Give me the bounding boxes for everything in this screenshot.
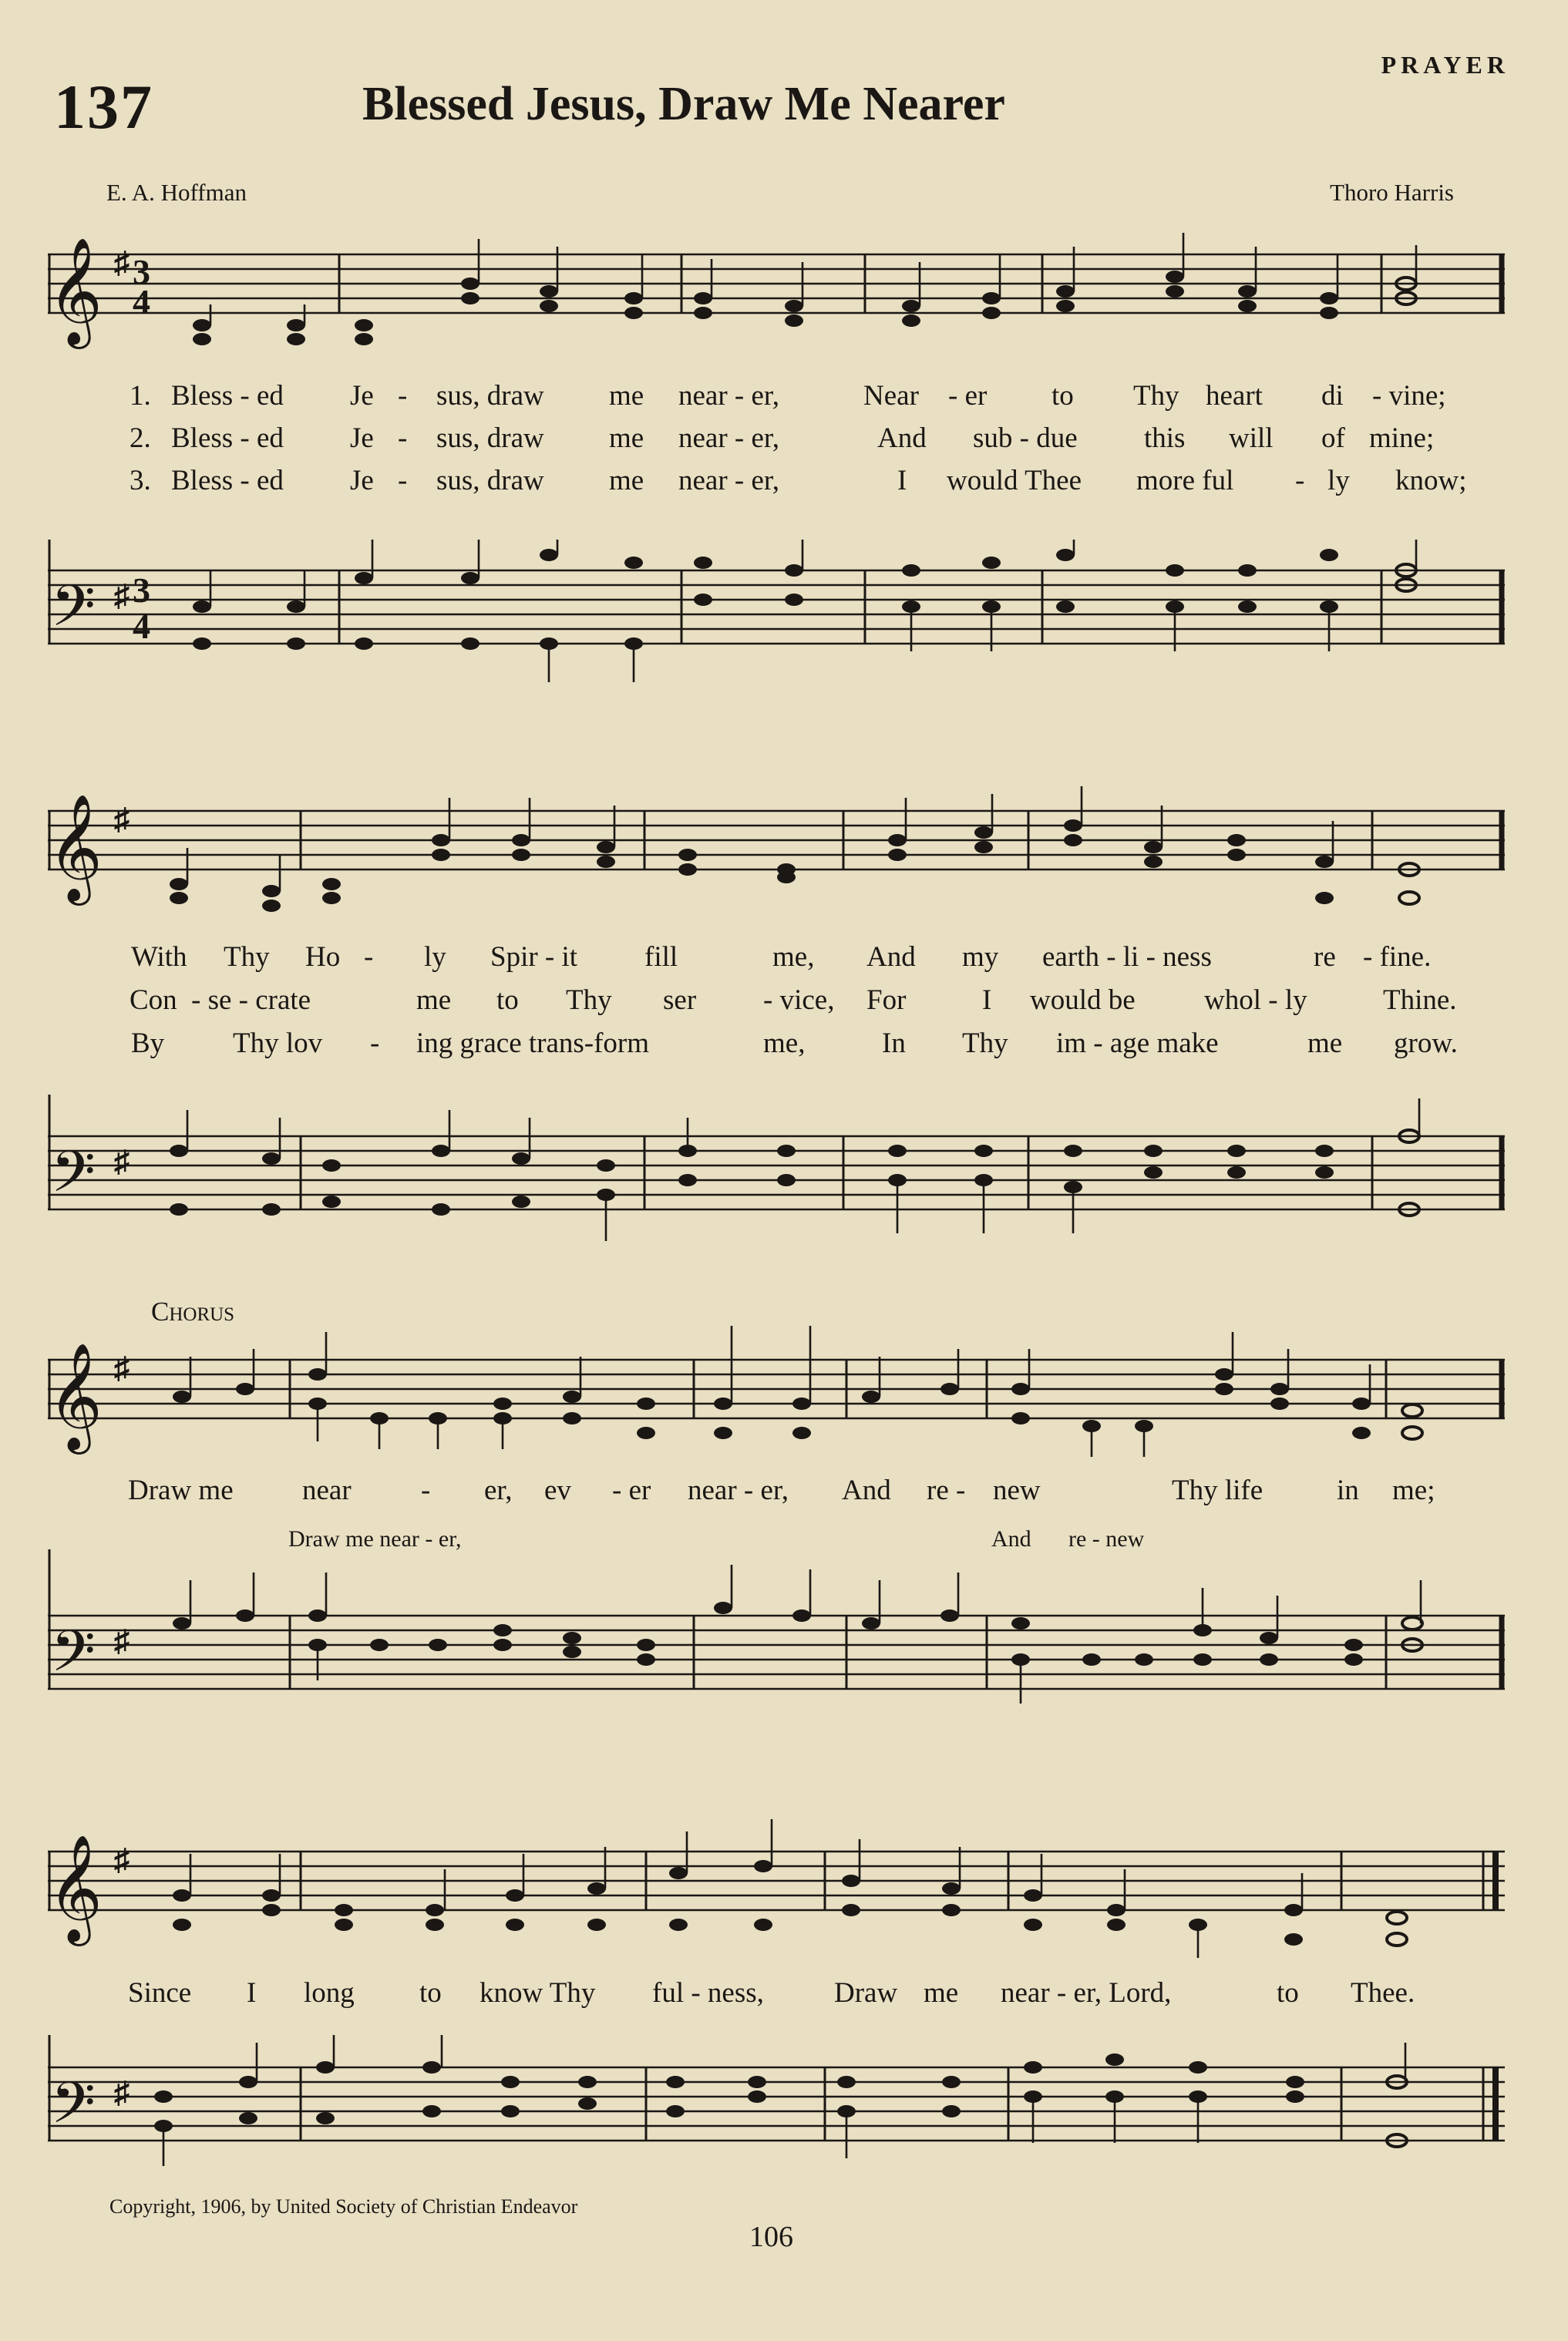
system-1-bass-staff (0, 540, 1568, 701)
lyric-syllable: Thy (1133, 380, 1179, 412)
lyric-syllable: of (1321, 422, 1345, 454)
svg-text:♯: ♯ (114, 245, 130, 280)
lyric-syllable: will (1229, 422, 1274, 454)
lyric-syllable: - (370, 1028, 380, 1059)
lyric-syllable: - (398, 465, 408, 496)
lyric-syllable: I (982, 984, 992, 1016)
lyric-syllable: er, (484, 1475, 513, 1506)
lyric-syllable: I (897, 465, 907, 496)
svg-text:♯: ♯ (114, 802, 130, 836)
lyric-syllable: would be (1030, 984, 1136, 1016)
lyric-syllable: mine; (1369, 422, 1435, 454)
svg-text:♯: ♯ (114, 1144, 130, 1179)
lyric-syllable: grow. (1394, 1028, 1458, 1059)
hymn-number: 137 (54, 72, 153, 142)
lyric-syllable: Thy lov (233, 1028, 323, 1059)
lyric-syllable: new (993, 1475, 1041, 1506)
lyric-syllable: Con (130, 984, 177, 1016)
composer-credit: Thoro Harris (1330, 179, 1454, 206)
verse-number: 3. (130, 465, 151, 496)
lyric-syllable: sus, draw (436, 465, 544, 496)
lyric-syllable: fill (644, 941, 678, 973)
lyric-syllable: heart (1206, 380, 1263, 412)
lyric-syllable: sub - due (973, 422, 1078, 454)
lyric-syllable: re - new (1068, 1526, 1145, 1552)
lyric-syllable: Thy (566, 984, 612, 1016)
lyric-syllable: me (609, 380, 644, 412)
lyric-syllable: to (496, 984, 519, 1016)
svg-text:𝄢: 𝄢 (51, 1139, 96, 1219)
lyric-syllable: Spir - it (490, 941, 578, 973)
lyric-syllable: Since (128, 1977, 192, 2009)
lyric-syllable: - (398, 422, 408, 454)
bass-clef-icon (51, 1618, 96, 1699)
lyric-syllable: Bless - ed (171, 422, 284, 454)
lyric-syllable: near - er, Lord, (1001, 1977, 1172, 2009)
lyric-syllable: earth - li - ness (1042, 941, 1212, 973)
bass-clef-icon (51, 1139, 96, 1219)
system-2-treble-staff (0, 786, 1568, 933)
lyric-syllable: Ho (305, 941, 341, 973)
system-2-bass-staff (0, 1095, 1568, 1249)
lyric-syllable: me, (763, 1028, 806, 1059)
lyric-syllable: ev (544, 1475, 571, 1506)
author-credit: E. A. Hoffman (106, 179, 247, 206)
lyric-syllable: - vice, (763, 984, 835, 1016)
lyric-syllable: im - age make (1056, 1028, 1219, 1059)
lyric-syllable: Bless - ed (171, 380, 284, 412)
svg-text:𝄢: 𝄢 (51, 573, 96, 654)
chorus-line-2 (0, 1976, 1568, 2012)
lyric-syllable: Je (350, 465, 374, 496)
lyric-syllable: more ful (1136, 465, 1234, 496)
svg-text:𝄞: 𝄞 (48, 237, 103, 345)
lyric-syllable: my (962, 941, 999, 973)
lyric-syllable: Thy (224, 941, 270, 973)
lyric-syllable: me (609, 465, 644, 496)
verse-3-line-2 (0, 1027, 1568, 1062)
lyric-syllable: Near (863, 380, 919, 412)
treble-clef-icon (48, 1835, 103, 1946)
lyric-syllable: Draw me near - er, (288, 1526, 462, 1552)
lyric-syllable: Draw me (128, 1475, 234, 1506)
svg-text:4: 4 (133, 282, 150, 321)
treble-clef-icon (48, 237, 103, 349)
lyric-syllable: - vine; (1372, 380, 1446, 412)
system-4-bass-staff (0, 2035, 1568, 2174)
lyric-syllable: And (866, 941, 916, 973)
lyric-syllable: Je (350, 422, 374, 454)
lyric-syllable: to (1277, 1977, 1299, 2009)
svg-text:𝄞: 𝄞 (48, 1343, 103, 1450)
lyric-syllable: - fine. (1363, 941, 1432, 973)
verse-1-line-1 (0, 379, 1568, 415)
lyric-syllable: - (364, 941, 374, 973)
lyric-syllable: - (421, 1475, 431, 1506)
lyric-syllable: - se - crate (191, 984, 311, 1016)
lyric-syllable: would Thee (947, 465, 1082, 496)
verse-1-line-2 (0, 940, 1568, 976)
lyric-syllable: And (877, 422, 927, 454)
lyric-syllable: di (1321, 380, 1344, 412)
system-4-treble-staff (0, 1819, 1568, 1958)
svg-text:𝄢: 𝄢 (51, 1618, 96, 1699)
svg-text:3: 3 (133, 252, 150, 291)
svg-text:♯: ♯ (114, 1350, 130, 1385)
lyric-syllable: re (1314, 941, 1336, 973)
lyric-syllable: Bless - ed (171, 465, 284, 496)
lyric-syllable: - er (612, 1475, 651, 1506)
verse-3-line-1 (0, 464, 1568, 499)
treble-clef-icon (48, 1343, 103, 1455)
lyric-syllable: By (131, 1028, 165, 1059)
system-1-treble-staff (0, 231, 1568, 362)
lyric-syllable: near - er, (678, 380, 779, 412)
copyright-notice: Copyright, 1906, by United Society of Christian Endeavor (109, 2195, 578, 2218)
svg-text:♯: ♯ (114, 1623, 130, 1658)
topic-label: PRAYER (1381, 51, 1509, 79)
lyric-syllable: - (1295, 465, 1305, 496)
system-3-bass-staff (0, 1549, 1568, 1719)
lyric-syllable: me; (1392, 1475, 1435, 1506)
lyric-syllable: near - er, (678, 422, 779, 454)
svg-text:𝄞: 𝄞 (48, 794, 103, 901)
lyric-syllable: And (991, 1526, 1031, 1552)
lyric-syllable: ly (424, 941, 446, 973)
lyric-syllable: re - (927, 1475, 966, 1506)
svg-text:𝄞: 𝄞 (48, 1835, 103, 1942)
lyric-syllable: With (131, 941, 187, 973)
lyric-syllable: Thine. (1383, 984, 1457, 1016)
lyric-syllable: I (247, 1977, 257, 2009)
lyric-syllable: to (419, 1977, 442, 2009)
lyric-syllable: And (842, 1475, 891, 1506)
verse-2-line-2 (0, 984, 1568, 1019)
lyric-syllable: - (398, 380, 408, 412)
lyric-syllable: For (866, 984, 907, 1016)
lyric-syllable: In (882, 1028, 906, 1059)
chorus-label: Chorus (151, 1297, 235, 1327)
lyric-syllable: ful - ness, (652, 1977, 764, 2009)
lyric-syllable: near - er, (678, 465, 779, 496)
lyric-syllable: sus, draw (436, 380, 544, 412)
lyric-syllable: - er (948, 380, 988, 412)
lyric-syllable: this (1144, 422, 1186, 454)
lyric-syllable: in (1337, 1475, 1359, 1506)
svg-text:♯: ♯ (114, 2075, 130, 2110)
lyric-syllable: ing grace trans-form (416, 1028, 650, 1059)
hymn-title: Blessed Jesus, Draw Me Nearer (362, 78, 1005, 130)
lyric-syllable: whol - ly (1204, 984, 1307, 1016)
lyric-syllable: near (302, 1475, 352, 1506)
svg-text:3: 3 (133, 570, 150, 610)
lyric-syllable: sus, draw (436, 422, 544, 454)
lyric-syllable: me, (772, 941, 815, 973)
lyric-syllable: Thee. (1351, 1977, 1415, 2009)
lyric-syllable: know; (1395, 465, 1467, 496)
verse-number: 1. (130, 380, 151, 412)
lyric-syllable: me (1307, 1028, 1343, 1059)
lyric-syllable: Draw (834, 1977, 898, 2009)
lyric-syllable: me (924, 1977, 959, 2009)
lyric-syllable: Thy (962, 1028, 1008, 1059)
bass-clef-icon (51, 2070, 96, 2151)
lyric-syllable: me (609, 422, 644, 454)
verse-2-line-1 (0, 422, 1568, 457)
lyric-syllable: to (1052, 380, 1074, 412)
lyric-syllable: near - er, (688, 1475, 789, 1506)
lyric-syllable: ser (663, 984, 697, 1016)
system-3-treble-staff (0, 1326, 1568, 1457)
page-number: 106 (749, 2221, 793, 2253)
lyric-syllable: long (304, 1977, 355, 2009)
lyric-syllable: me (416, 984, 452, 1016)
svg-text:♯: ♯ (114, 1842, 130, 1877)
treble-clef-icon (48, 794, 103, 906)
svg-text:♯: ♯ (114, 578, 130, 613)
lyric-syllable: Je (350, 380, 374, 412)
lyric-syllable: Thy life (1172, 1475, 1263, 1506)
verse-number: 2. (130, 422, 151, 454)
svg-text:4: 4 (133, 607, 150, 646)
bass-clef-icon (51, 573, 96, 654)
lyric-syllable: ly (1327, 465, 1350, 496)
chorus-line-1 (0, 1474, 1568, 1509)
lyric-syllable: know Thy (479, 1977, 596, 2009)
svg-text:𝄢: 𝄢 (51, 2070, 96, 2151)
